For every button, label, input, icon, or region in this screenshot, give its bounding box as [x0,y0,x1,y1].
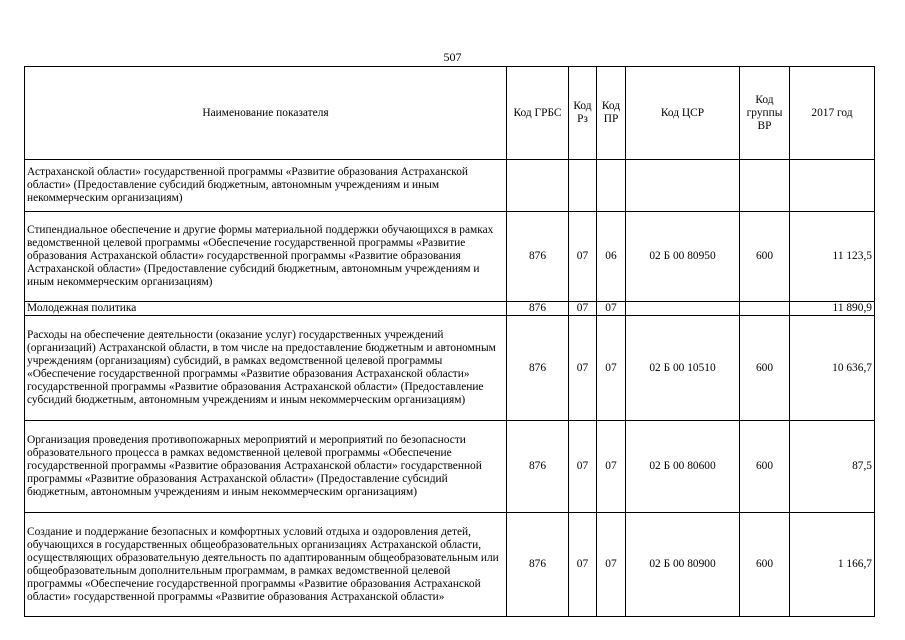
row-amount [790,160,875,212]
row-pr: 07 [597,513,626,617]
row-amount: 87,5 [790,421,875,513]
header-csr: Код ЦСР [626,67,740,160]
row-rz: 07 [569,421,597,513]
header-year: 2017 год [790,67,875,160]
table-header-row [25,67,875,160]
row-pr: 06 [597,212,626,302]
row-vr [740,160,790,212]
row-grbs [507,160,569,212]
row-amount: 11 890,9 [790,302,875,316]
table-row [25,421,875,513]
row-pr: 07 [597,316,626,421]
row-grbs: 876 [507,421,569,513]
row-vr: 600 [740,316,790,421]
row-amount: 1 166,7 [790,513,875,617]
row-grbs: 876 [507,302,569,316]
row-name: Стипендиальное обеспечение и другие формы материальной поддержки обучающихся в рамках ведомственной целевой программы «Обеспечение государственной программы «Развитие образования Астраханской области» государственной программы «Развитие образования Астраханской области» (Предоставление субсидий бюджетным, автономным учреждениям и иным некоммерческим организациям) [25,212,507,302]
row-grbs: 876 [507,316,569,421]
row-name: Расходы на обеспечение деятельности (оказание услуг) государственных учреждений (организаций) Астраханской области, в том числе на предоставление бюджетным и автономным учреждениям (организациям) субсидий, в рамках ведомственной целевой программы «Обеспечение государственной программы «Развитие образования Астраханской области» государственной программы «Развитие образования Астраханской области» (Предоставление субсидий бюджетным, автономным учреждениям и иным некоммерческим организациям) [25,316,507,421]
row-csr: 02 Б 00 80600 [626,421,740,513]
table-row [25,302,875,316]
row-rz: 07 [569,302,597,316]
header-vr: Код группы ВР [740,67,790,160]
row-name: Молодежная политика [25,302,507,316]
row-rz [569,160,597,212]
header-grbs: Код ГРБС [507,67,569,160]
row-pr: 07 [597,421,626,513]
row-csr: 02 Б 00 80950 [626,212,740,302]
table-row [25,513,875,617]
row-vr: 600 [740,421,790,513]
row-csr: 02 Б 00 10510 [626,316,740,421]
table-row [25,316,875,421]
row-name: Создание и поддержание безопасных и комфортных условий отдыха и оздоровления детей, обучающихся в государственных общеобразовательных организациях Астраханской области, осуществляющих образовательную деятельность по адаптированным общеобразовательным или общеобразовательным дополнительным программам, в рамках ведомственной целевой программы «Обеспечение государственной программы «Развитие образования Астраханской области» государственной программы «Развитие образования Астраханской области» [25,513,507,617]
header-pr: Код ПР [597,67,626,160]
table-row [25,160,875,212]
row-csr [626,302,740,316]
header-name: Наименование показателя [25,67,507,160]
row-vr: 600 [740,513,790,617]
row-csr: 02 Б 00 80900 [626,513,740,617]
row-rz: 07 [569,212,597,302]
row-rz: 07 [569,316,597,421]
row-name: Организация проведения противопожарных мероприятий и мероприятий по безопасности образовательного процесса в рамках ведомственной целевой программы «Обеспечение государственной программы «Развитие образования Астраханской области» государственной программы «Развитие образования Астраханской области» (Предоставление субсидий бюджетным, автономным учреждениям и иным некоммерческим организациям) [25,421,507,513]
row-vr: 600 [740,212,790,302]
row-grbs: 876 [507,212,569,302]
row-pr: 07 [597,302,626,316]
budget-table [24,66,875,617]
page-number: 507 [443,50,462,64]
row-rz: 07 [569,513,597,617]
table-row [25,212,875,302]
row-amount: 10 636,7 [790,316,875,421]
row-csr [626,160,740,212]
row-name: Астраханской области» государственной программы «Развитие образования Астраханской области» (Предоставление субсидий бюджетным, автономным учреждениям и иным некоммерческим организациям) [25,160,507,212]
header-rz: Код Рз [569,67,597,160]
row-amount: 11 123,5 [790,212,875,302]
row-grbs: 876 [507,513,569,617]
row-pr [597,160,626,212]
row-vr [740,302,790,316]
